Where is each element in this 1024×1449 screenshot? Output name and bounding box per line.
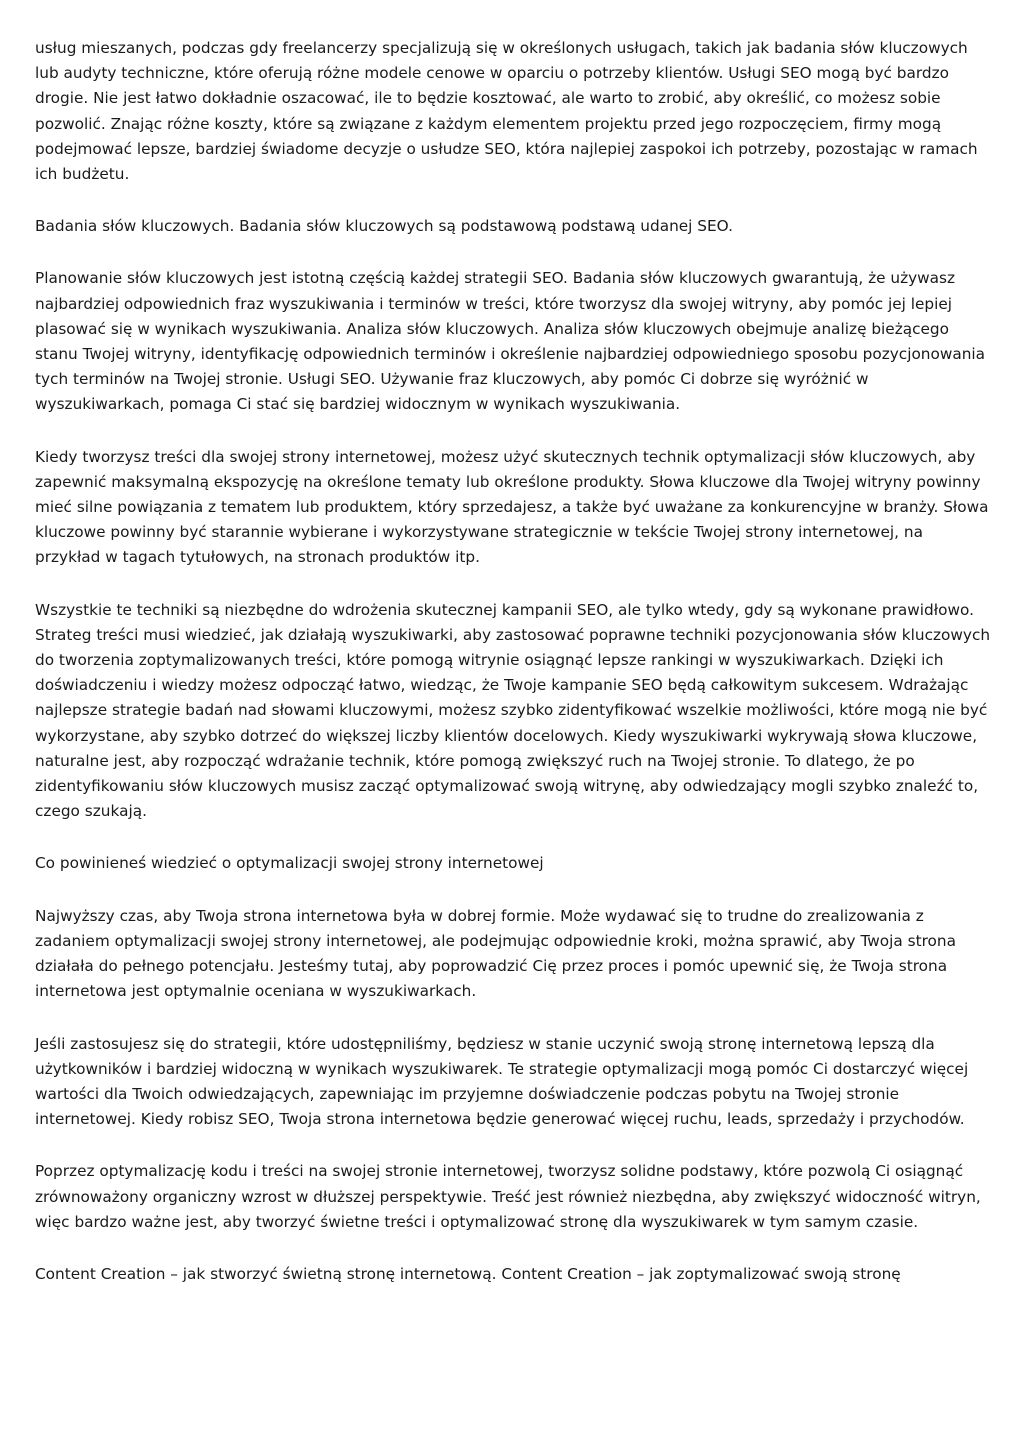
paragraph-seo-techniques: Wszystkie te techniki są niezbędne do wdrożenia skutecznej kampanii SEO, ale tylko wtedy, gdy są wykonane prawidłowo. Strateg treści musi wiedzieć, jak działają wyszukiwarki, aby zastosować poprawne techniki pozycjonowania słów kluczowych do tworzenia zoptymalizowanych treści, które pomogą witrynie osiągnąć lepsze rankingi w wyszukiwarkach. Dzięki ich doświadczeniu i wiedzy możesz odpocząć łatwo, wiedząc, że Twoje kampanie SEO będą całkowitym sukcesem. Wdrażając najlepsze strategie badań nad słowami kluczowymi, możesz szybko zidentyfikować wszelkie możliwości, które mogą nie być wykorzystane, aby szybko dotrzeć do większej liczby klientów docelowych. Kiedy wyszukiwarki wykrywają słowa kluczowe, naturalne jest, aby rozpocząć wdrażanie technik, które pomogą zwiększyć ruch na Twojej stronie. To dlatego, że po zidentyfikowaniu słów kluczowych musisz zacząć optymalizować swoją witrynę, aby odwiedzający mogli szybko znaleźć to, czego szukają. bbox=[35, 600, 991, 821]
paragraph-content-optimization: Kiedy tworzysz treści dla swojej strony internetowej, możesz użyć skutecznych technik optymalizacji słów kluczowych, aby zapewnić maksymalną ekspozycję na określone tematy lub określone produkty. Słowa kluczowe dla Twojej witryny powinny mieć silne powiązania z tematem lub produktem, który sprzedajesz, a także być uważane za konkurencyjne w branży. Słowa kluczowe powinny być starannie wybierane i wykorzystywane strategicznie w tekście Twojej strony internetowej, na przykład w tagach tytułowych, na stronach produktów itp. bbox=[35, 447, 989, 567]
paragraph-strategies: Jeśli zastosujesz się do strategii, które udostępniliśmy, będziesz w stanie uczynić swoją stronę internetową lepszą dla użytkowników i bardziej widoczną w wynikach wyszukiwarek. Te strategie optymalizacji mogą pomóc Ci dostarczyć więcej wartości dla Twoich odwiedzających, zapewniając im przyjemne doświadczenie podczas pobytu na Twojej stronie internetowej. Kiedy robisz SEO, Twoja strona internetowa będzie generować więcej ruchu, leads, sprzedaży i przychodów. bbox=[35, 1034, 969, 1129]
paragraph-keyword-research: Badania słów kluczowych. Badania słów kluczowych są podstawową podstawą udanej SEO. bbox=[35, 217, 733, 236]
paragraph-code-and-content: Poprzez optymalizację kodu i treści na swojej stronie internetowej, tworzysz solidne podstawy, które pozwolą Ci osiągnąć zrównoważony organiczny wzrost w dłuższej perspektywie. Treść jest również niezbędna, aby zwiększyć widoczność witryn, więc bardzo ważne jest, aby tworzyć świetne treści i optymalizować stronę dla wyszukiwarek w tym samym czasie. bbox=[35, 1162, 981, 1231]
paragraph-content-creation: Content Creation – jak stworzyć świetną stronę internetową. Content Creation – jak zoptymalizować swoją stronę bbox=[35, 1264, 901, 1283]
paragraph-cost-estimation: usług mieszanych, podczas gdy freelancerzy specjalizują się w określonych usługach, takich jak badania słów kluczowych lub audyty techniczne, które oferują różne modele cenowe w oparciu o potrzeby klientów. Usługi SEO mogą być bardzo drogie. Nie jest łatwo dokładnie oszacować, ile to będzie kosztować, ale warto to zrobić, aby określić, co możesz sobie pozwolić. Znając różne koszty, które są związane z każdym elementem projektu przed jego rozpoczęciem, firmy mogą podejmować lepsze, bardziej świadome decyzje o usłudze SEO, która najlepiej zaspokoi ich potrzeby, pozostając w ramach ich budżetu. bbox=[35, 39, 978, 184]
paragraph-keyword-planning: Planowanie słów kluczowych jest istotną częścią każdej strategii SEO. Badania słów kluczowych gwarantują, że używasz najbardziej odpowiednich fraz wyszukiwania i terminów w treści, które tworzysz dla swojej witryny, aby pomóc jej lepiej plasować się w wynikach wyszukiwania. Analiza słów kluczowych. Analiza słów kluczowych obejmuje analizę bieżącego stanu Twojej witryny, identyfikację odpowiednich terminów i określenie najbardziej odpowiedniego sposobu pozycjonowania tych terminów na Twojej stronie. Usługi SEO. Używanie fraz kluczowych, aby pomóc Ci dobrze się wyróżnić w wyszukiwarkach, pomaga Ci stać się bardziej widocznym w wynikach wyszukiwania. bbox=[35, 269, 986, 414]
paragraph-website-shape: Najwyższy czas, aby Twoja strona internetowa była w dobrej formie. Może wydawać się to trudne do zrealizowania z zadaniem optymalizacji swojej strony internetowej, ale podejmując odpowiednie kroki, można sprawić, aby Twoja strona działała do pełnego potencjału. Jesteśmy tutaj, aby poprowadzić Cię przez proces i pomóc upewnić się, że Twoja strona internetowa jest optymalnie oceniana w wyszukiwarkach. bbox=[35, 906, 956, 1001]
section-heading-optimization: Co powinieneś wiedzieć o optymalizacji swojej strony internetowej bbox=[35, 854, 544, 873]
document-page bbox=[35, 36, 993, 1287]
